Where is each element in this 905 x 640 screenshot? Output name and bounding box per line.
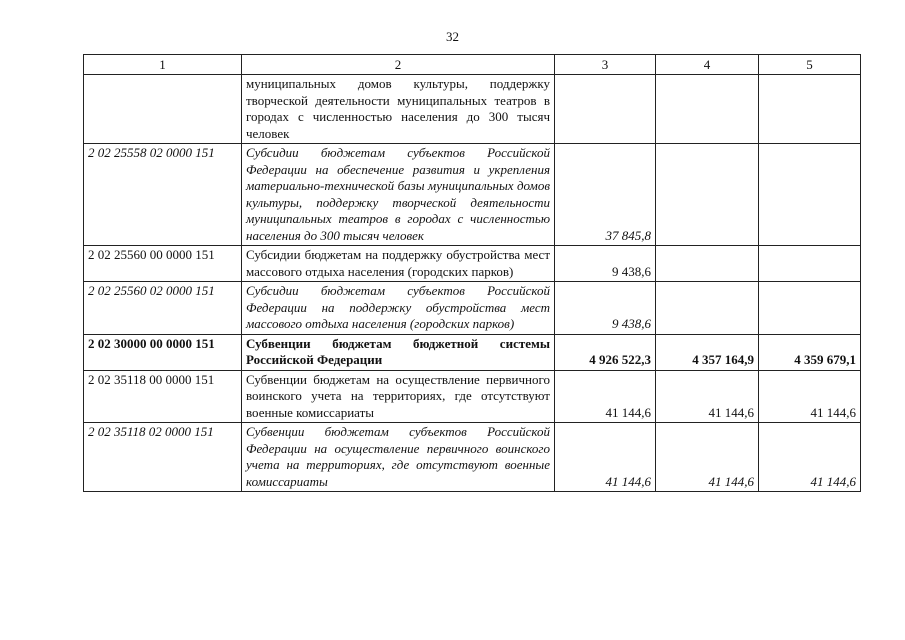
budget-item-name: Субсидии бюджетам субъектов Российской Федерации на поддержку обустройства мест массового отдыха населения (городских парков)	[242, 282, 555, 335]
table-header-row	[84, 55, 861, 75]
budget-code: 2 02 35118 00 0000 151	[84, 370, 242, 423]
table-row	[84, 423, 861, 492]
amount-col-5	[759, 144, 861, 246]
budget-item-name: муниципальных домов культуры, поддержку творческой деятельности муниципальных театров в городах с численностью населения до 300 тысяч человек	[242, 75, 555, 144]
budget-code: 2 02 30000 00 0000 151	[84, 334, 242, 370]
table-row	[84, 282, 861, 335]
amount-col-4: 41 144,6	[656, 423, 759, 492]
table-row	[84, 75, 861, 144]
amount-col-5: 4 359 679,1	[759, 334, 861, 370]
budget-item-name: Субсидии бюджетам на поддержку обустройства мест массового отдыха населения (городских парков)	[242, 246, 555, 282]
table-row	[84, 144, 861, 246]
amount-col-5	[759, 246, 861, 282]
amount-col-4	[656, 282, 759, 335]
budget-item-name: Субвенции бюджетам субъектов Российской Федерации на осуществление первичного воинского учета на территориях, где отсутствуют военные комиссариаты	[242, 423, 555, 492]
amount-col-3: 41 144,6	[555, 423, 656, 492]
page-number: 32	[446, 29, 459, 44]
amount-col-3: 9 438,6	[555, 282, 656, 335]
amount-col-3: 37 845,8	[555, 144, 656, 246]
column-header-5: 5	[759, 55, 861, 75]
amount-col-4	[656, 246, 759, 282]
amount-col-3: 4 926 522,3	[555, 334, 656, 370]
budget-code: 2 02 35118 02 0000 151	[84, 423, 242, 492]
budget-code: 2 02 25558 02 0000 151	[84, 144, 242, 246]
amount-col-5: 41 144,6	[759, 423, 861, 492]
budget-code: 2 02 25560 02 0000 151	[84, 282, 242, 335]
amount-col-5	[759, 282, 861, 335]
budget-code: 2 02 25560 00 0000 151	[84, 246, 242, 282]
amount-col-4: 4 357 164,9	[656, 334, 759, 370]
amount-col-3: 9 438,6	[555, 246, 656, 282]
table-row	[84, 246, 861, 282]
budget-table	[83, 54, 861, 492]
column-header-1: 1	[84, 55, 242, 75]
table-row	[84, 334, 861, 370]
column-header-3: 3	[555, 55, 656, 75]
amount-col-5: 41 144,6	[759, 370, 861, 423]
amount-col-3	[555, 75, 656, 144]
amount-col-4: 41 144,6	[656, 370, 759, 423]
amount-col-3: 41 144,6	[555, 370, 656, 423]
amount-col-5	[759, 75, 861, 144]
table-row	[84, 370, 861, 423]
budget-item-name: Субвенции бюджетам бюджетной системы Российской Федерации	[242, 334, 555, 370]
budget-item-name: Субвенции бюджетам на осуществление первичного воинского учета на территориях, где отсутствуют военные комиссариаты	[242, 370, 555, 423]
column-header-2: 2	[242, 55, 555, 75]
amount-col-4	[656, 144, 759, 246]
budget-code	[84, 75, 242, 144]
budget-item-name: Субсидии бюджетам субъектов Российской Федерации на обеспечение развития и укрепления материально-технической базы муниципальных домов культуры, поддержку творческой деятельности муниципальных театров в городах с численностью населения до 300 тысяч человек	[242, 144, 555, 246]
amount-col-4	[656, 75, 759, 144]
column-header-4: 4	[656, 55, 759, 75]
